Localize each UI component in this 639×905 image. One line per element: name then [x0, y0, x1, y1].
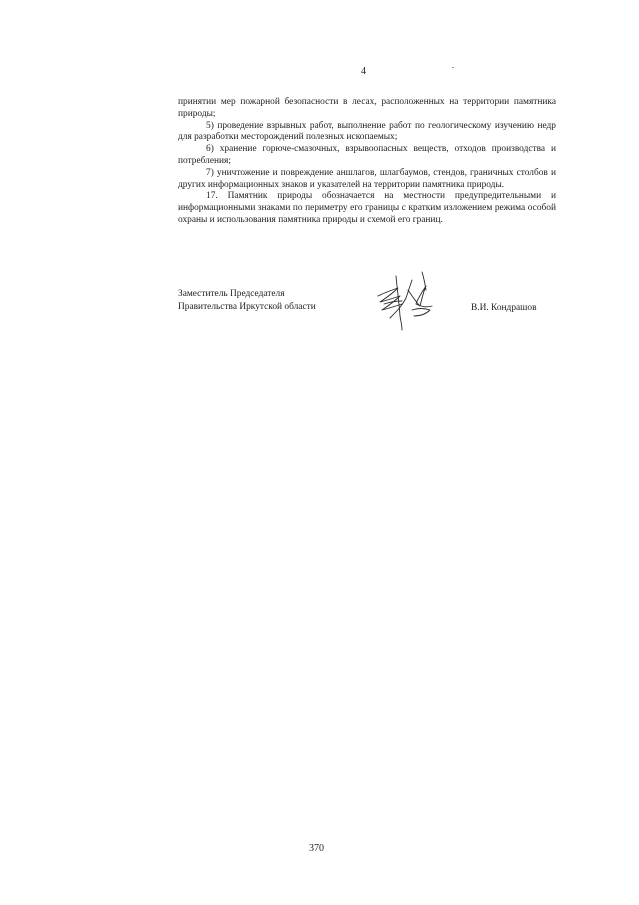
paragraph-continuation: принятии мер пожарной безопасности в лесах, расположенных на территории памятника природы; — [178, 97, 556, 119]
paragraph-item-7: 7) уничтожение и повреждение аншлагов, шлагбаумов, стендов, граничных столбов и других информационных знаков и указателей на территории памятника природы. — [178, 167, 556, 190]
body-text — [178, 97, 556, 227]
paragraph-17: 17. Памятник природы обозначается на местности предупредительными и информационными знаками по периметру его границы с кратким изложением режима особой охраны и использования памятника природы и схемой его границ. — [178, 191, 556, 225]
paragraph-item-6: 6) хранение горюче-смазочных, взрывоопасных веществ, отходов производства и потребления; — [178, 144, 556, 166]
signer-title-line2: Правительства Иркутской области — [178, 301, 316, 312]
signer-title-line1: Заместитель Председателя — [178, 289, 285, 299]
paragraph-item-5: 5) проведение взрывных работ, выполнение работ по геологическому изучению недр для разработки месторождений полезных ископаемых; — [178, 120, 556, 143]
handwritten-signature — [372, 268, 442, 334]
page-number: 4 — [361, 66, 366, 77]
scan-speck — [452, 67, 454, 68]
signature-block — [178, 288, 316, 313]
signer-name: В.И. Кондрашов — [471, 303, 537, 313]
footer-page-number: 370 — [309, 843, 324, 854]
